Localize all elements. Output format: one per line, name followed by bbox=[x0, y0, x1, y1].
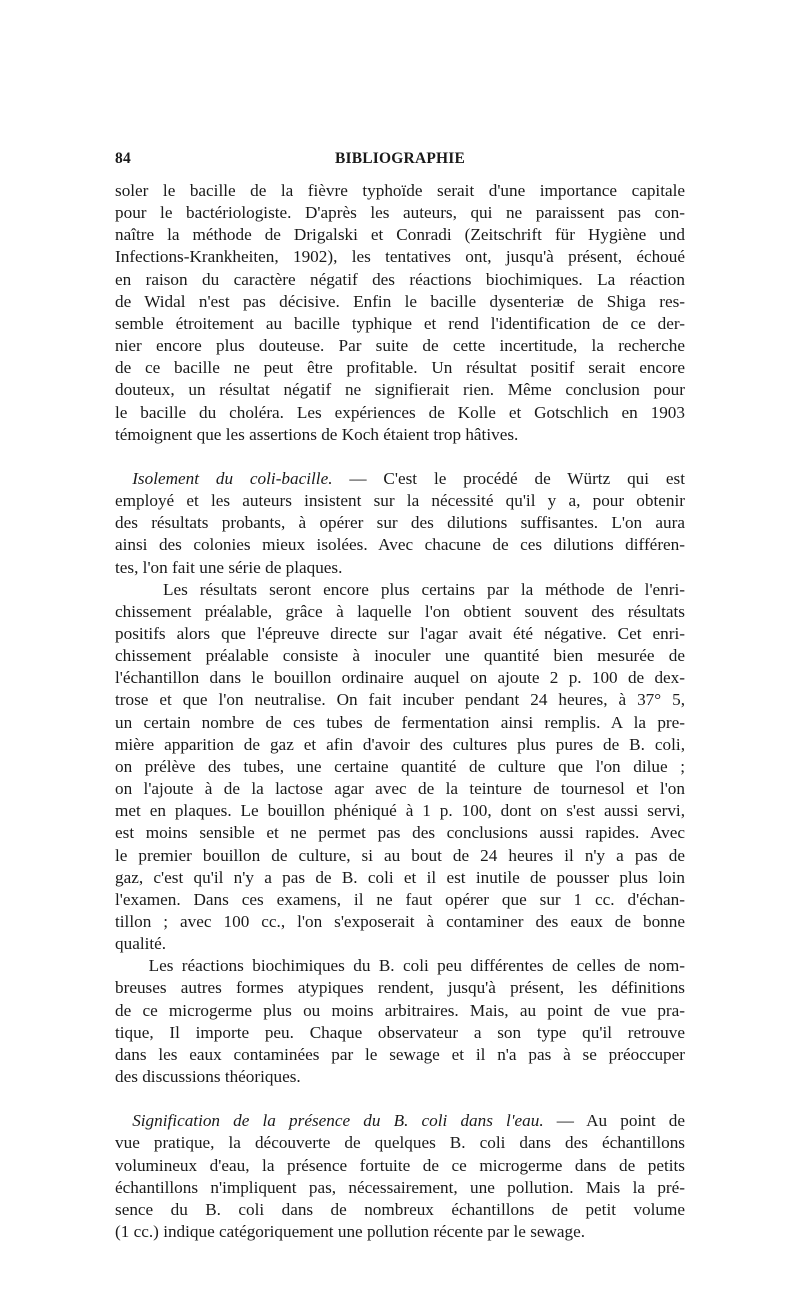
text-line: mière apparition de gaz et afin d'avoir des cultures plus pures de B. coli, bbox=[115, 734, 685, 754]
text-line: vue pratique, la découverte de quelques B. coli dans des échantillons bbox=[115, 1133, 685, 1153]
heading-line-rest: — C'est le procédé de Würtz qui est bbox=[332, 468, 685, 488]
text-line: chissement préalable, grâce à laquelle l'on obtient souvent des résultats bbox=[115, 601, 685, 621]
text-line: chissement préalable consiste à inoculer une quantité bien mesurée de bbox=[115, 646, 685, 666]
text-line: dans les eaux contaminées par le sewage et il n'a pas à se préoccuper bbox=[115, 1044, 685, 1064]
text-line: qualité. bbox=[115, 934, 167, 954]
text-line: Infections-Krankheiten, 1902), les tentatives ont, jusqu'à présent, échoué bbox=[115, 247, 685, 267]
text-line: soler le bacille de la fièvre typhoïde serait d'une importance capitale bbox=[115, 181, 685, 200]
text-line: ainsi des colonies mieux isolées. Avec chacune de ces dilutions différen- bbox=[115, 535, 685, 555]
text-line: l'échantillon dans le bouillon ordinaire auquel on ajoute 2 p. 100 de dex- bbox=[115, 668, 685, 688]
text-line: témoignent que les assertions de Koch étaient trop hâtives. bbox=[115, 424, 519, 444]
text-line: échantillons n'impliquent pas, nécessairement, une pollution. Mais la pré- bbox=[115, 1177, 685, 1197]
text-line: douteux, un résultat négatif ne signifierait rien. Même conclusion pour bbox=[115, 380, 685, 400]
text-line: de ce bacille ne peut être profitable. Un résultat positif serait encore bbox=[115, 358, 685, 378]
text-line: volumineux d'eau, la présence fortuite de ce microgerme dans de petits bbox=[115, 1155, 685, 1175]
section-heading-signification: Signification de la présence du B. coli dans l'eau. bbox=[132, 1111, 544, 1131]
paragraph-reactions bbox=[115, 955, 685, 1088]
text-line: on prélève des tubes, une certaine quantité de culture que l'on dilue ; bbox=[115, 756, 685, 776]
text-line: semble étroitement au bacille typhique et rend l'identification de ce der- bbox=[115, 313, 685, 333]
text-line: Les résultats seront encore plus certains par la méthode de l'enri- bbox=[115, 579, 685, 599]
paragraph-continuation bbox=[115, 180, 685, 446]
text-line: (1 cc.) indique catégoriquement une pollution récente par le sewage. bbox=[115, 1222, 586, 1242]
body-text bbox=[115, 180, 685, 1243]
text-line: positifs alors que l'épreuve directe sur l'agar avait été négative. Cet enri- bbox=[115, 623, 685, 643]
running-title: BIBLIOGRAPHIE bbox=[334, 150, 466, 167]
text-line: l'examen. Dans ces examens, il ne faut opérer que sur 1 cc. d'échan- bbox=[115, 889, 685, 909]
text-line: sence du B. coli dans de nombreux échantillons de petit volume bbox=[115, 1199, 685, 1219]
paragraph-isolement bbox=[115, 468, 685, 579]
text-line: naître la méthode de Drigalski et Conradi (Zeitschrift für Hygiène und bbox=[115, 225, 685, 245]
text-line: des discussions théoriques. bbox=[115, 1067, 301, 1087]
text-line: de Widal n'est pas décisive. Enfin le bacille dysenteriæ de Shiga res- bbox=[115, 291, 685, 311]
paragraph-gap bbox=[115, 446, 685, 468]
text-line: employé et les auteurs insistent sur la nécessité qu'il y a, pour obtenir bbox=[115, 491, 685, 511]
text-line bbox=[115, 1110, 685, 1132]
text-line: le bacille du choléra. Les expériences de Kolle et Gotschlich en 1903 bbox=[115, 402, 685, 422]
text-line: on l'ajoute à de la lactose agar avec de la teinture de tournesol et l'on bbox=[115, 779, 685, 799]
text-line: pour le bactériologiste. D'après les auteurs, qui ne paraissent pas con- bbox=[115, 203, 685, 223]
text-line: nier encore plus douteuse. Par suite de cette incertitude, la recherche bbox=[115, 336, 685, 356]
text-line: Les réactions biochimiques du B. coli peu différentes de celles de nom- bbox=[115, 956, 685, 976]
text-line: breuses autres formes atypiques rendent, jusqu'à présent, les définitions bbox=[115, 978, 685, 998]
book-page bbox=[115, 150, 685, 1243]
text-line: est moins sensible et ne permet pas des conclusions aussi rapides. Avec bbox=[115, 823, 685, 843]
text-line: en raison du caractère négatif des réactions biochimiques. La réaction bbox=[115, 269, 685, 289]
page-number: 84 bbox=[115, 150, 131, 167]
paragraph-enrichissement bbox=[115, 579, 685, 956]
text-line: gaz, c'est qu'il n'y a pas de B. coli et il est inutile de pousser plus loin bbox=[115, 867, 685, 887]
paragraph-signification bbox=[115, 1110, 685, 1243]
text-line bbox=[115, 468, 685, 490]
paragraph-gap bbox=[115, 1088, 685, 1110]
running-head bbox=[115, 150, 685, 174]
text-line: un certain nombre de ces tubes de fermentation ainsi remplis. A la pre- bbox=[115, 712, 685, 732]
text-line: de ce microgerme plus ou moins arbitraires. Mais, au point de vue pra- bbox=[115, 1000, 685, 1020]
text-line: tillon ; avec 100 cc., l'on s'exposerait à contaminer des eaux de bonne bbox=[115, 912, 685, 931]
text-line: met en plaques. Le bouillon phéniqué à 1 p. 100, dont on s'est aussi servi, bbox=[115, 801, 685, 821]
text-line: tique, Il importe peu. Chaque observateur a son type qu'il retrouve bbox=[115, 1022, 685, 1042]
section-heading-isolement: Isolement du coli-bacille. bbox=[132, 468, 333, 488]
text-line: tes, l'on fait une série de plaques. bbox=[115, 557, 343, 577]
text-line: des résultats probants, à opérer sur des dilutions suffisantes. L'on aura bbox=[115, 513, 685, 533]
heading-line-rest: — Au point de bbox=[543, 1111, 685, 1131]
text-line: trose et que l'on neutralise. On fait incuber pendant 24 heures, à 37° 5, bbox=[115, 690, 685, 710]
text-line: le premier bouillon de culture, si au bout de 24 heures il n'y a pas de bbox=[115, 845, 685, 865]
